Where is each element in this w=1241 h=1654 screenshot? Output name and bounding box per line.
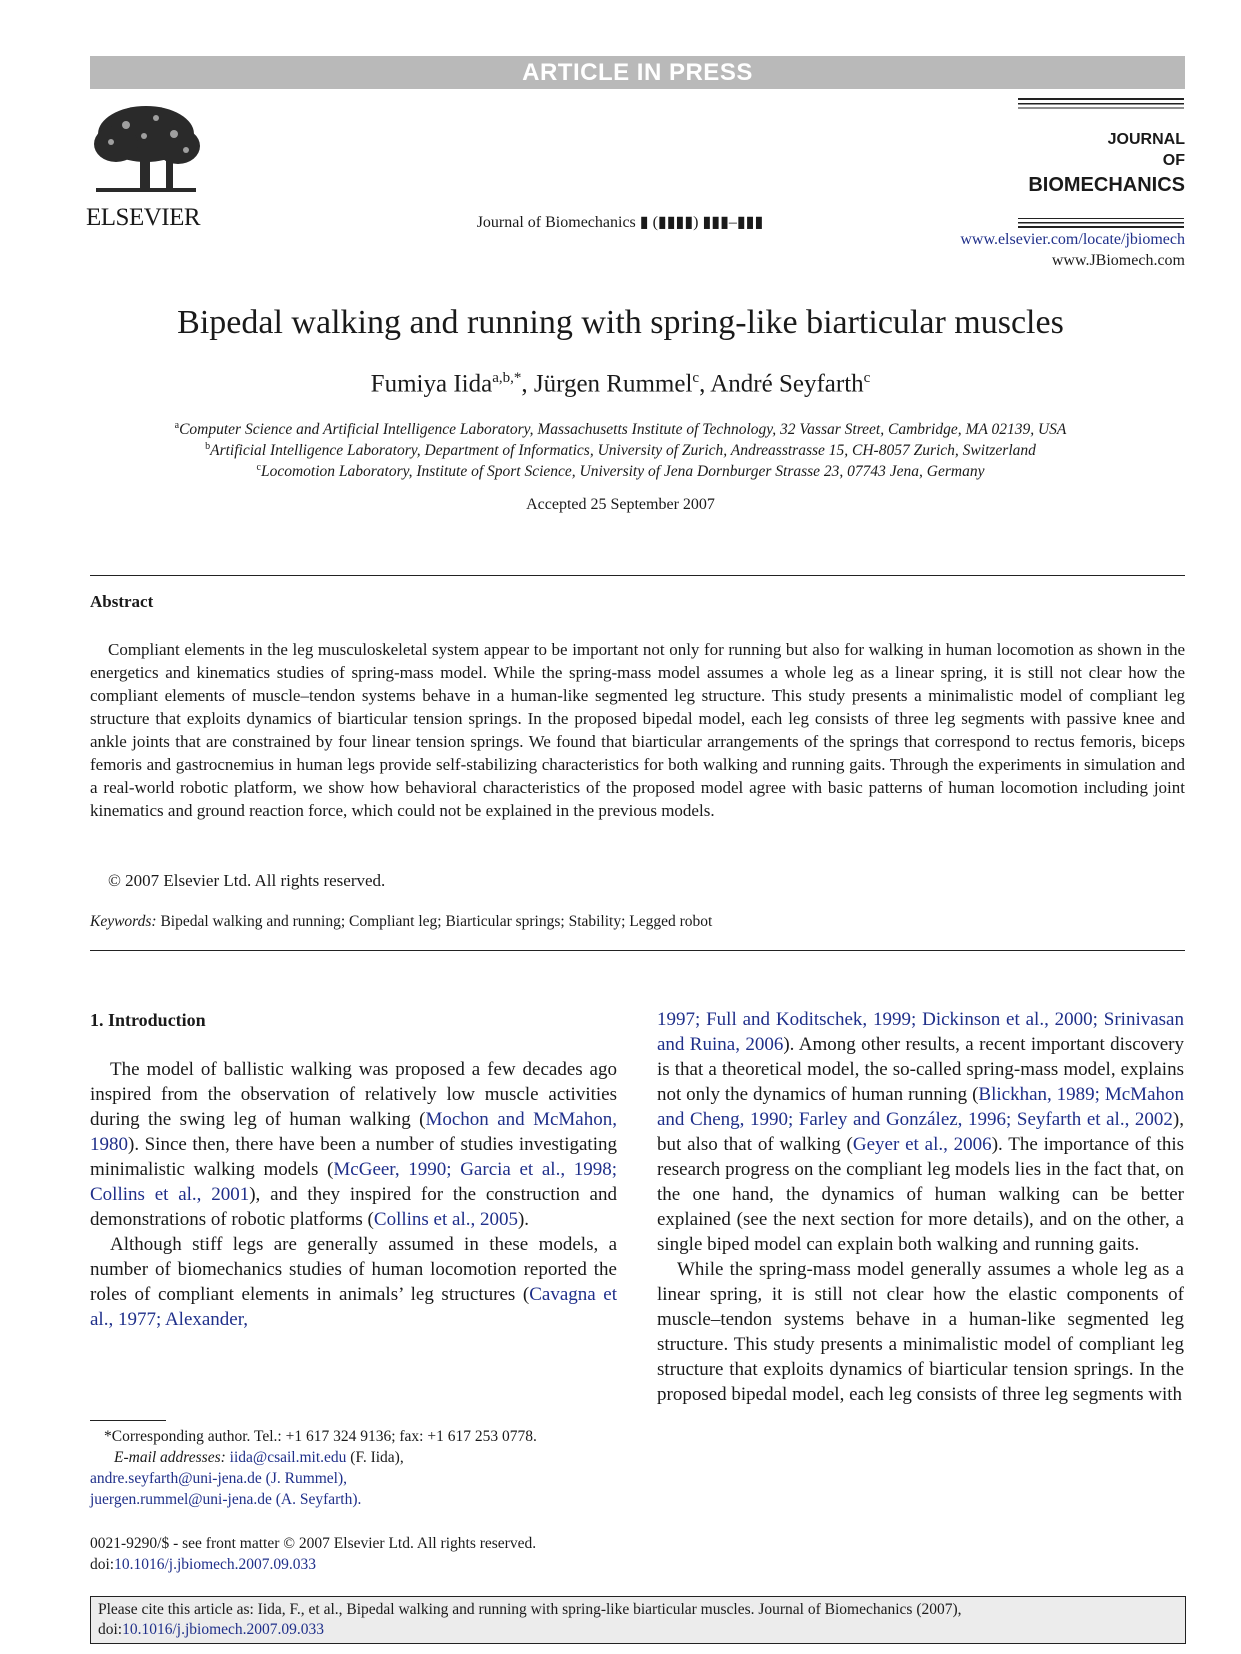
divider-bottom	[90, 950, 1185, 951]
paragraph-text: While the spring-mass model generally assumes a whole leg as a linear spring, it is still not clear how the elastic components of muscle–tendon systems behave in a human-like segmented leg structure. This study presents a minimalistic model of compliant leg structure that exploits dynamics of biarticular tension springs. In the proposed bipedal model, each leg consists of three leg segments with	[657, 1259, 1184, 1405]
email-line-2	[90, 1468, 537, 1489]
paragraph-text: ). Since then, there have been a number of studies investigating minimalistic walking models (	[90, 1134, 617, 1180]
article-in-press-banner: ARTICLE IN PRESS	[90, 56, 1185, 89]
doi-link[interactable]: 10.1016/j.jbiomech.2007.09.033	[114, 1556, 317, 1573]
journal-name-line3: BIOMECHANICS	[1028, 173, 1185, 196]
citation-link[interactable]: Collins et al., 2005	[373, 1209, 518, 1230]
affiliation-c	[0, 462, 1241, 481]
citation-link[interactable]: Mochon and McMahon, 1980	[90, 1109, 617, 1155]
email-link-seyfarth[interactable]: andre.seyfarth@uni-jena.de	[90, 1470, 262, 1487]
journal-citation: Journal of Biomechanics ▮ (▮▮▮▮) ▮▮▮–▮▮▮	[476, 214, 764, 231]
email-line-1	[90, 1447, 537, 1468]
journal-name	[1028, 130, 1185, 198]
paragraph-text: The model of ballistic walking was proposed a few decades ago inspired from the observation of relatively low muscle activities during the swing leg of human walking (	[90, 1059, 617, 1130]
email-line-3	[90, 1489, 537, 1510]
journal-header-rules	[1018, 98, 1184, 110]
journal-site-url: www.JBiomech.com	[1051, 252, 1185, 269]
email-link-rummel[interactable]: juergen.rummel@uni-jena.de	[90, 1491, 272, 1508]
paragraph-text: Although stiff legs are generally assumed in these models, a number of biomechanics studies of human locomotion reported the roles of compliant elements in animals’ leg structures (	[90, 1234, 617, 1305]
intro-paragraph	[90, 1057, 617, 1232]
affiliation-b-text: Artificial Intelligence Laboratory, Department of Informatics, University of Zurich, Andreasstrasse 15, CH-8057 Zurich, Switzerland	[210, 442, 1036, 460]
keywords	[90, 913, 712, 931]
section-heading-introduction: 1. Introduction	[90, 1010, 206, 1030]
author-name: Jürgen Rummel	[533, 370, 693, 398]
affiliation-a	[0, 420, 1241, 439]
journal-name-line1: JOURNAL	[1107, 131, 1185, 148]
keywords-list: Bipedal walking and running; Compliant leg; Biarticular springs; Stability; Legged robot	[160, 913, 713, 930]
divider-top	[90, 575, 1185, 576]
corresponding-author: *Corresponding author. Tel.: +1 617 324 9136; fax: +1 617 253 0778.	[104, 1428, 537, 1445]
issn-line: 0021-9290/$ - see front matter © 2007 Elsevier Ltd. All rights reserved.	[90, 1535, 537, 1552]
author-name: Fumiya Iida	[370, 370, 493, 398]
cite-doi-link[interactable]: 10.1016/j.jbiomech.2007.09.033	[122, 1621, 325, 1638]
keywords-label: Keywords:	[90, 913, 157, 930]
author-separator: ,	[699, 370, 711, 398]
email-link-iida[interactable]: iida@csail.mit.edu	[229, 1449, 347, 1466]
affiliation-c-marker: c	[256, 462, 261, 473]
publisher-name: ELSEVIER	[86, 204, 201, 231]
paragraph-text: ).	[517, 1209, 530, 1230]
intro-paragraph	[657, 1257, 1184, 1407]
intro-paragraph	[90, 1232, 617, 1332]
journal-name-line2: OF	[1162, 151, 1185, 169]
abstract-copyright: © 2007 Elsevier Ltd. All rights reserved.	[108, 871, 386, 890]
author-affiliation-marker: c	[692, 370, 700, 386]
affiliation-a-marker: a	[174, 420, 180, 431]
accepted-date: Accepted 25 September 2007	[526, 496, 715, 513]
email-name-rummel: (J. Rummel),	[265, 1470, 348, 1487]
front-matter	[90, 1533, 536, 1575]
journal-locate-link[interactable]: www.elsevier.com/locate/jbiomech	[960, 231, 1185, 248]
citation-link[interactable]: Geyer et al., 2006	[852, 1134, 992, 1155]
paragraph-text: ), but also that of walking (	[657, 1109, 1184, 1155]
affiliation-b-marker: b	[205, 441, 211, 452]
author-affiliation-marker: c	[863, 370, 871, 386]
cite-box	[90, 1596, 1186, 1644]
intro-right-column	[657, 1007, 1184, 1407]
paragraph-text: ). The importance of this research progress on the compliant leg models lies in the fact that, on the one hand, the dynamics of human walking can be better explained (see the next section for more details), and on the other, a single biped model can explain both walking and running gaits.	[657, 1134, 1184, 1255]
doi-label: doi:	[90, 1556, 115, 1573]
paragraph-text: ), and they inspired for the construction and demonstrations of robotic platforms (	[90, 1184, 617, 1230]
footnote-rule	[90, 1420, 166, 1421]
affiliation-c-text: Locomotion Laboratory, Institute of Sport Science, University of Jena Dornburger Strasse 23, 07743 Jena, Germany	[260, 463, 985, 481]
author-list	[0, 370, 1241, 398]
citation-link[interactable]: Cavagna et al., 1977; Alexander,	[90, 1284, 617, 1330]
affiliation-a-text: Computer Science and Artificial Intelligence Laboratory, Massachusetts Institute of Technology, 32 Vassar Street, Cambridge, MA 02139, USA	[179, 421, 1067, 439]
email-name-iida: (F. Iida),	[350, 1449, 404, 1466]
intro-paragraph	[657, 1007, 1184, 1257]
elsevier-tree-logo	[86, 100, 206, 200]
citation-link[interactable]: McGeer, 1990; Garcia et al., 1998; Collins et al., 2001	[90, 1159, 618, 1205]
abstract-heading: Abstract	[90, 592, 154, 611]
author-affiliation-marker: a,b,*	[492, 370, 522, 386]
doi-line	[90, 1554, 536, 1575]
journal-footer-rules	[1018, 218, 1184, 228]
email-name-seyfarth: (A. Seyfarth).	[275, 1491, 362, 1508]
paper-title: Bipedal walking and running with spring-like biarticular muscles	[177, 304, 1064, 341]
abstract-body: Compliant elements in the leg musculoskeletal system appear to be important not only for running but also for walking in human locomotion as shown in the energetics and kinematics studies of spring-mass model. While the spring-mass model assumes a whole leg as a linear spring, it is still not clear how the compliant elements of muscle–tendon systems behave in a human-like segmented leg structure. This study presents a minimalistic model of compliant leg structure that exploits dynamics of biarticular tension springs. In the proposed bipedal model, each leg consists of three leg segments with passive knee and ankle joints that are constrained by four linear tension springs. We found that biarticular arrangements of the springs that correspond to rectus femoris, biceps femoris and gastrocnemius in human legs provide self-stabilizing characteristics for both walking and running gaits. Through the experiments in simulation and a real-world robotic platform, we show how behavioral characteristics of the proposed model agree with basic patterns of human locomotion including joint kinematics and ground reaction force, which could not be explained in the previous models.	[90, 640, 1185, 820]
author-separator: ,	[521, 370, 534, 398]
affiliation-b	[0, 441, 1241, 460]
intro-left-column	[90, 1057, 617, 1332]
footnote	[90, 1426, 537, 1510]
citation-link[interactable]: 1997; Full and Koditschek, 1999; Dickinson et al., 2000; Srinivasan and Ruina, 2006	[657, 1009, 1184, 1055]
email-label: E-mail addresses:	[114, 1449, 226, 1466]
author-name: André Seyfarth	[710, 370, 864, 398]
citation-link[interactable]: Blickhan, 1989; McMahon and Cheng, 1990; Farley and González, 1996; Seyfarth et al., 2002	[657, 1084, 1184, 1130]
paragraph-text: ). Among other results, a recent important discovery is that a theoretical model, the so-called spring-mass model, explains not only the dynamics of human running (	[657, 1034, 1184, 1105]
cite-text: Please cite this article as: Iida, F., et al., Bipedal walking and running with spring-like biarticular muscles. Journal of Biomechanics (2007), doi:	[98, 1601, 962, 1638]
